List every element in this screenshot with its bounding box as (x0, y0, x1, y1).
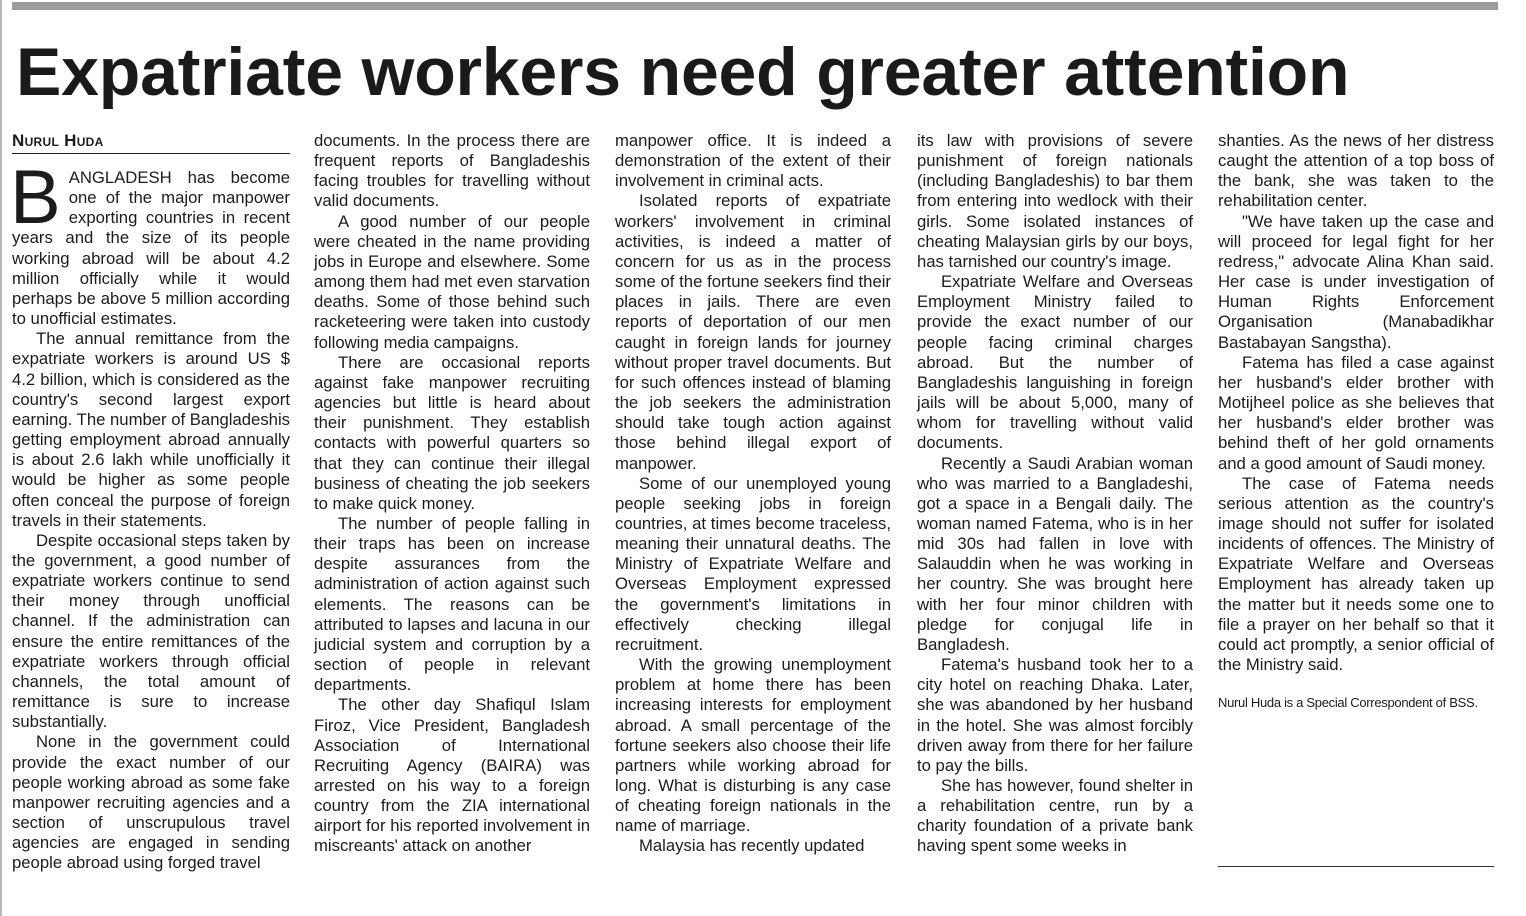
paragraph: shanties. As the news of her distress caught the attention of a top boss of the bank, she was taken to the rehabilitation center. (1218, 131, 1494, 211)
paragraph: Fatema has filed a case against her husband's elder brother with Motijheel police as she believes that her husband's elder brother was behind theft of her gold ornaments and a good amount of Saudi money. (1218, 352, 1494, 473)
lead-paragraph (10, 155, 290, 329)
paragraph: There are occasional reports against fake manpower recruiting agencies but little is heard about their punishment. They establish contacts with powerful quarters so that they can continue their illegal business of cheating the job seekers to make quick money. (314, 352, 590, 513)
paragraph: The annual remittance from the expatriate workers is around US $ 4.2 billion, which is considered as the country's second largest export earning. The number of Bangladeshis getting employment abroad annually is about 2.6 lakh while unofficially it would be higher as some people often conceal the purpose of foreign travels in their statements. (12, 329, 290, 530)
paragraph: Fatema's husband took her to a city hotel on reaching Dhaka. Later, she was abandoned by her husband in the hotel. She was almost forcibly driven away from there for her failure to pay the bills. (917, 655, 1193, 775)
paragraph: Recently a Saudi Arabian woman who was married to a Bangladeshi, got a space in a Bengali daily. The woman named Fatema, who is in her mid 30s had fallen in love with Salauddin when he was working in her country. She was brought here with her four minor children with pledge for conjugal life in Bangladesh. (917, 453, 1193, 654)
paragraph: documents. In the process there are frequent reports of Bangladeshis facing troubles for travelling without valid documents. (314, 131, 590, 211)
paragraph: manpower office. It is indeed a demonstration of the extent of their involvement in criminal acts. (615, 131, 891, 191)
article-column-1 (12, 131, 290, 873)
author-credit: Nurul Huda is a Special Correspondent of BSS. (1218, 695, 1478, 711)
page-edge (0, 0, 2, 916)
byline: Nurul Huda (12, 131, 290, 154)
top-rule (12, 2, 1498, 10)
dropcap: B (10, 155, 61, 240)
paragraph: With the growing unemployment problem at home there has been increasing interests for employment abroad. A small percentage of the fortune seekers also choose their life partners while working abroad for long. What is disturbing is any case of cheating foreign nationals in the name of marriage. (615, 655, 891, 836)
end-rule (1218, 866, 1494, 867)
paragraph: The other day Shafiqul Islam Firoz, Vice President, Bangladesh Association of International Recruiting Agency (BAIRA) was arrested on his way to a foreign country from the ZIA international airport for his reported involvement in miscreants' attack on another (314, 695, 590, 856)
paragraph: its law with provisions of severe punishment of foreign nationals (including Bangladeshis) to bar them from entering into wedlock with their girls. Some isolated instances of cheating Malaysian girls by our boys, has tarnished our country's image. (917, 131, 1193, 271)
paragraph: Some of our unemployed young people seeking jobs in foreign countries, at times become traceless, meaning their unnatural deaths. The Ministry of Expatriate Welfare and Overseas Employment expressed the government's limitations in effectively checking illegal recruitment. (615, 473, 891, 654)
article-column-3 (615, 131, 891, 857)
paragraph: She has however, found shelter in a rehabilitation centre, run by a charity foundation of a private bank having spent some weeks in (917, 776, 1193, 856)
article-column-2 (314, 131, 590, 857)
paragraph: The number of people falling in their traps has been on increase despite assurances from the administration of action against such elements. The reasons can be attributed to lapses and lacuna in our judicial system and corruption by a section of people in relevant departments. (314, 513, 590, 695)
paragraph: The case of Fatema needs serious attention as the country's image should not suffer for isolated incidents of offences. The Ministry of Expatriate Welfare and Overseas Employment has already taken up the matter but it needs some one to file a prayer on her behalf so that it could act promptly, a senior official of the Ministry said. (1218, 473, 1494, 675)
paragraph: Despite occasional steps taken by the government, a good number of expatriate workers continue to send their money through unofficial channel. If the administration can ensure the entire remittances of the expatriate workers through official channels, the total amount of remittance is sure to increase substantially. (12, 530, 290, 732)
article-column-4 (917, 131, 1193, 857)
paragraph: Expatriate Welfare and Overseas Employment Ministry failed to provide the exact number of our people facing criminal charges abroad. But the number of Bangladeshis languishing in foreign jails will be about 5,000, many of whom for travelling without valid documents. (917, 272, 1193, 453)
paragraph: A good number of our people were cheated in the name providing jobs in Europe and elsewhere. Some among them had met even starvation deaths. Some of those behind such racketeering were taken into custody following media campaigns. (314, 211, 590, 352)
paragraph: Isolated reports of expatriate workers' involvement in criminal activities, is indeed a matter of concern for us as in the process some of the fortune seekers find their places in jails. There are even reports of deportation of our men caught in foreign lands for journey without proper travel documents. But for such offences instead of blaming the job seekers the administration should take tough action against those behind illegal export of manpower. (615, 191, 891, 473)
paragraph: Malaysia has recently updated (639, 836, 865, 856)
paragraph: "We have taken up the case and will proceed for legal fight for her redress," advocate Alina Khan said. Her case is under investigation of Human Rights Enforcement Organisation (Manabadikhar Bastabayan Sangstha). (1218, 211, 1494, 352)
headline: Expatriate workers need greater attention (16, 34, 1350, 110)
paragraph-text: ANGLADESH has become one of the major manpower exporting countries in recent years and the size of its people working abroad will be about 4.2 million officially while it would perhaps be above 5 million according to unofficial estimates. (12, 168, 290, 329)
article-column-5 (1218, 131, 1494, 711)
paragraph: None in the government could provide the exact number of our people working abroad as some fake manpower recruiting agencies and a section of unscrupulous travel agencies are engaged in sending people abroad using forged travel (12, 732, 290, 873)
